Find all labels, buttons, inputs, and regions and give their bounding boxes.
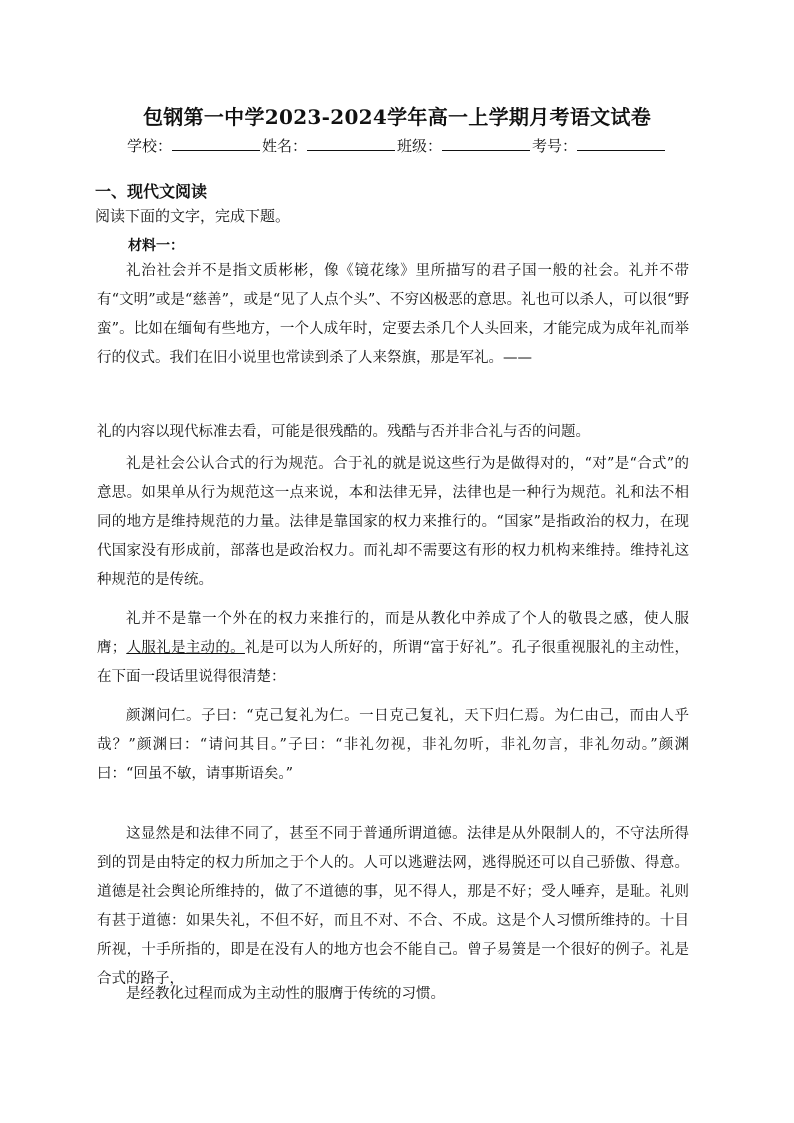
school-blank[interactable] [172,136,260,151]
school-label: 学校： [126,137,172,155]
section-instruction: 阅读下面的文字，完成下题。 [95,207,291,225]
paragraph-6-text: 这显然是和法律不同了，甚至不同于普通所谓道德。法律是从外限制人的，不守法所得到的罚是由特定的权力所加之于个人的。人可以逃避法网，逃得脱还可以自己骄傲、得意。道德是社会舆论所维持的，做了不道德的事，见不得人，那是不好；受人唾弃，是耻。礼则有甚于道德：如果失礼，不但不好，而且不对、不合、不成。这是个人习惯所维持的。十目所视，十手所指的，即是在没有人的地方也会不能自己。曾子易箦是一个很好的例子。礼是合式的路子， [97,826,689,987]
name-blank[interactable] [307,136,395,151]
exam-title: 包钢第一中学2023-2024学年高一上学期月考语文试卷 [142,105,652,129]
underlined-sentence: 人服礼是主动的。 [126,640,245,656]
paragraph-2-text: 礼的内容以现代标准去看，可能是很残酷的。残酷与否并非合礼与否的问题。 [97,424,590,440]
paragraph-4-text [97,605,689,692]
exam-number-blank[interactable] [577,136,665,151]
paragraph-1-text: 礼治社会并不是指文质彬彬，像《镜花缘》里所描写的君子国一般的社会。礼并不带有“文明”或是“慈善”，或是“见了人点个头”、不穷凶极恶的意思。礼也可以杀人，可以很“野蛮”。比如在缅甸有些地方，一个人成年时，定要去杀几个人头回来，才能完成为成年礼而举行的仪式。我们在旧小说里也常读到杀了人来祭旗，那是军礼。—— [97,263,689,366]
class-label: 班级： [397,137,443,155]
school-field [127,135,262,157]
paragraph-6 [97,820,689,994]
class-field [397,135,532,157]
paragraph-4 [97,605,689,692]
section-heading: 一、现代文阅读 [95,182,208,201]
exam-number-field [532,135,667,157]
paragraph-4-part-1: 礼并不是靠一个外在的权力来推行的，而是从教化中养成了个人的敬畏之感，使人服膺； [97,611,689,656]
paragraph-1 [97,257,689,373]
paragraph-5-quote [97,702,689,789]
name-label: 姓名： [261,137,307,155]
paragraph-5-text: 颜渊问仁。子曰：“克己复礼为仁。一日克己复礼，天下归仁焉。为仁由己，而由人乎哉？”颜渊曰：“请问其目。”子曰：“非礼勿视，非礼勿听，非礼勿言，非礼勿动。”颜渊曰：“回虽不敏，请事斯语矣。” [97,708,689,782]
paragraph-7 [97,980,689,1009]
paragraph-2 [97,418,689,447]
paragraph-7-text: 是经教化过程而成为主动性的服膺于传统的习惯。 [126,986,445,1002]
name-field [262,135,397,157]
exam-number-label: 考号： [532,137,578,155]
paragraph-3 [97,450,689,595]
class-blank[interactable] [442,136,530,151]
student-info-row [0,135,794,157]
material-label: 材料一： [128,238,184,254]
paragraph-3-text: 礼是社会公认合式的行为规范。合于礼的就是说这些行为是做得对的，“对”是“合式”的意思。如果单从行为规范这一点来说，本和法律无异，法律也是一种行为规范。礼和法不相同的地方是维持规范的力量。法律是靠国家的权力来推行的。“国家”是指政治的权力，在现代国家没有形成前，部落也是政治权力。而礼却不需要这有形的权力机构来维持。维持礼这种规范的是传统。 [97,456,689,588]
paragraph-4-part-2: 礼是可以为人所好的，所谓“富于好礼”。孔子很重视服礼的主动性，在下面一段话里说得很清楚： [97,640,690,685]
